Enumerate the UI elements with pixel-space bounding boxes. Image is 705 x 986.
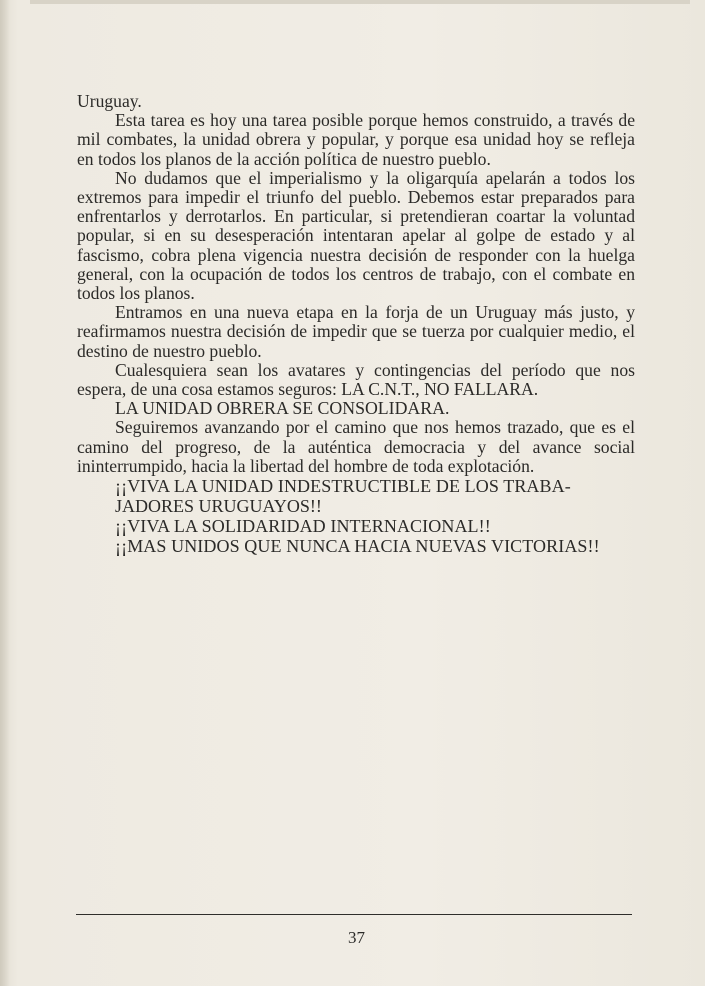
page-number: 37 — [348, 928, 365, 947]
exclamation-unidad-line2: JADORES URUGUAYOS!! — [115, 496, 322, 517]
footer-rule — [76, 914, 632, 915]
page-binding-shadow — [0, 0, 10, 986]
paragraph-imperialismo: No dudamos que el imperialismo y la oligarquía apelarán a todos los extremos para impedir el triunfo del pueblo. Debemos estar preparados para enfrentarlos y derrotarlos. En particular, si pretendieran coartar la voluntad popular, si en su desesperación intentaran apelar al golpe de estado y al fascismo, cobra plena vigencia nuestra decisión de responder con la huelga general, con la ocupación de todos los centros de trabajo, con el combate en todos los planos. — [77, 167, 635, 304]
page-top-edge — [30, 0, 690, 4]
body-text — [77, 92, 635, 556]
paragraph-nueva-etapa: Entramos en una nueva etapa en la forja de un Uruguay más justo, y reafirmamos nuestra decisión de impedir que se tuerza por cualquier medio, el destino de nuestro pueblo. — [77, 302, 635, 361]
exclamation-victorias: ¡¡MAS UNIDOS QUE NUNCA HACIA NUEVAS VICTORIAS!! — [115, 536, 600, 557]
paragraph-unidad-obrera: LA UNIDAD OBRERA SE CONSOLIDARA. — [115, 398, 450, 419]
paragraph-avatares: Cualesquiera sean los avatares y contingencias del período que nos espera, de una cosa estamos seguros: LA C.N.T., NO FALLARA. — [77, 359, 635, 400]
paragraph-uruguay: Uruguay. — [77, 91, 142, 111]
exclamation-solidaridad: ¡¡VIVA LA SOLIDARIDAD INTERNACIONAL!! — [115, 516, 491, 537]
paragraph-tarea-posible: Esta tarea es hoy una tarea posible porque hemos construido, a través de mil combates, la unidad obrera y popular, y porque esa unidad hoy se refleja en todos los planos de la acción política de nuestro pueblo. — [77, 110, 635, 169]
exclamation-unidad-line1: ¡¡VIVA LA UNIDAD INDESTRUCTIBLE DE LOS TRABA- — [115, 476, 571, 497]
paragraph-seguiremos: Seguiremos avanzando por el camino que nos hemos trazado, que es el camino del progreso, de la auténtica democracia y del avance social ininterrumpido, hacia la libertad del hombre de toda explotación. — [77, 417, 635, 476]
